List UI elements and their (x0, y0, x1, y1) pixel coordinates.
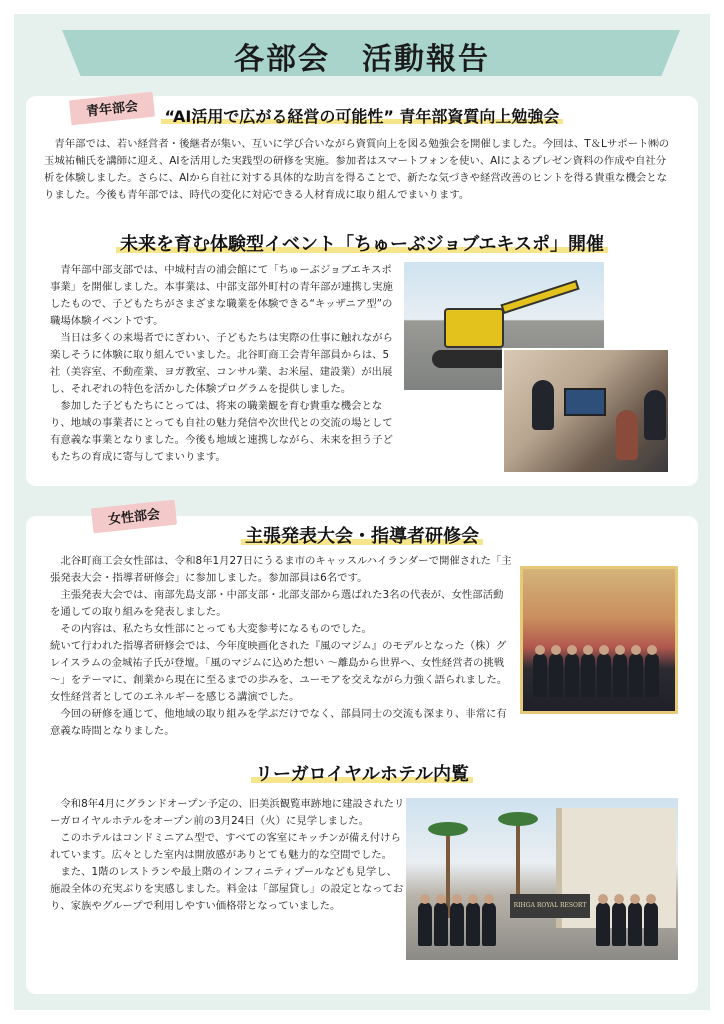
hotel-sign: RIHGA ROYAL RESORT (510, 894, 590, 918)
section-title-ai-seminar: “AI活用で広がる経営の可能性” 青年部資質向上勉強会 (26, 104, 698, 127)
hotel-group-photo (404, 796, 680, 962)
paragraph: 主張発表大会では、南部先島支部・中部支部・北部支部から選ばれた3名の代表が、女性部活動を通しての取り組みを発表しました。 (50, 589, 504, 618)
paragraph: 令和8年4月にグランドオープン予定の、旧美浜観覧車跡地に建設されたリーガロイヤルホテルをオープン前の3月24日（火）に見学しました。 (50, 798, 405, 827)
section-title-hotel-tour: リーガロイヤルホテル内覧 (26, 760, 698, 786)
section-title-speech-contest: 主張発表大会・指導者研修会 (26, 522, 698, 548)
hotel-tour-body (50, 796, 406, 915)
paragraph: 続いて行われた指導者研修会では、今年度映画化された『風のマジム』のモデルとなった（株）グレイスラムの金城祐子氏が登壇。「風のマジムに込めた想い ～離島から世界へ、女性経営者の挑戦～」をテーマに、創業から現在に至るまでの歩みを、ユーモアを交えながら力強く語られました。女性経営者としてのエネルギーを感じる講演でした。 (50, 640, 508, 703)
youth-section-tag: 青年部会 (69, 92, 155, 126)
paragraph: 今回の研修を通じて、他地域の取り組みを学ぶだけでなく、部員同士の交流も深まり、非常に有意義な時間となりました。 (50, 708, 507, 737)
ai-seminar-body (44, 136, 676, 204)
paragraph: 北谷町商工会女性部は、令和8年1月27日にうるま市のキャッスルハイランダーで開催された「主張発表大会・指導者研修会」に参加しました。参加部員は6名です。 (50, 555, 512, 584)
paragraph: その内容は、私たち女性部にとっても大変参考になるものでした。 (60, 623, 372, 635)
women-section-tag: 女性部会 (91, 500, 177, 534)
paragraph: 当日は多くの来場者でにぎわい、子どもたちは実際の仕事に触れながら楽しそうに体験に取り組んでいました。北谷町商工会青年部員からは、5社（美容室、不動産業、ヨガ教室、コンサル業、お米屋、建設業）が出展し、それぞれの特色を活かした体験プログラムを提供しました。 (50, 332, 393, 395)
section-title-job-expo: 未来を育む体験型イベント「ちゅーぶジョブエキスポ」開催 (26, 230, 698, 256)
job-expo-body (50, 262, 396, 466)
paragraph: このホテルはコンドミニアム型で、すべての客室にキッチンが備え付けられています。広々とした室内は開放感がありとても魅力的な空間でした。 (50, 832, 401, 861)
paragraph: 参加した子どもたちにとっては、将来の職業観を育む貴重な機会となり、地域の事業者にとっても自社の魅力発信や次世代との交流の場として有意義な事業となりました。今後も地域と連携しながら、未来を担う子どもたちの育成に寄与してまいります。 (50, 400, 393, 463)
paragraph: また、1階のレストランや最上階のインフィニティプールなども見学し、施設全体の充実ぶりを実感しました。料金は「部屋貸し」の設定となっており、家族やグループで利用しやすい価格帯となっていました。 (50, 866, 404, 912)
paragraph: 青年部では、若い経営者・後継者が集い、互いに学び合いながら資質向上を図る勉強会を開催しました。今回は、T＆Lサポート㈱の玉城祐輔氏を講師に迎え、AIを活用した実践型の研修を実施。参加者はスマートフォンを使い、AIによるプレゼン資料の作成や自社分析を体験しました。さらに、AIから自社に対する具体的な助言を得ることで、新たな気づきや経営改善のヒントを得る貴重な機会となりました。今後も青年部では、時代の変化に対応できる人材育成に取り組んでまいります。 (44, 138, 670, 201)
page-title: 各部会 活動報告 (234, 42, 490, 77)
group-photo-hall (520, 566, 678, 714)
paragraph: 青年部中部支部では、中城村吉の浦会館にて「ちゅーぶジョブエキスポ事業」を開催しました。本事業は、中部支部外町村の青年部が連携し実施したもので、子どもたちがさまざまな職業を体験できる“キッザニア型”の職場体験イベントです。 (50, 264, 393, 327)
kids-experience-photo (502, 348, 670, 474)
speech-contest-body (50, 553, 512, 740)
